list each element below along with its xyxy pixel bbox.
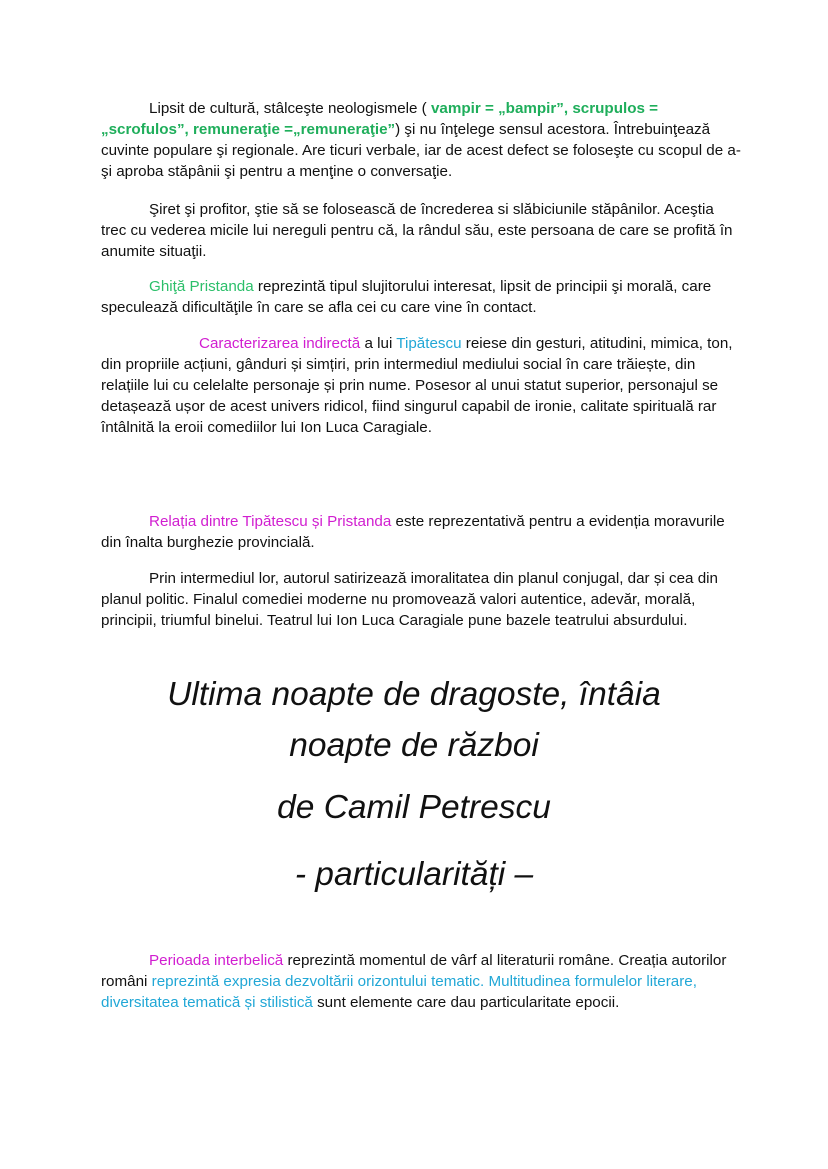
text-run: ) şi nu înţelege sensul acestora. Întrebuinţează cuvinte populare şi regionale. Are ticuri verbale, iar de acest defect se foloseşte cu scopul de a-şi aproba stăpânii şi pentru a menţine o conversaţie. [101, 121, 741, 180]
paragraph-pristanda-cunning [101, 199, 741, 262]
text-run: reiese din gesturi, atitudini, mimica, ton, din propriile acțiuni, gânduri și simțiri, prin intermediul mediului social în care trăiește, din relațiile lui cu celelalte personaje și prin nume. Posesor al unui statut superior, personajul se detașează ușor de acest univers ridicol, fiind singurul capabil de ironie, calitate spirituală rar întâlnită la eroii comediilor lui Ion Luca Caragiale. [101, 335, 733, 436]
text-run: reprezintă momentul de vârf al literaturii române. Creația autorilor români [101, 952, 727, 990]
paragraph-tipatescu-characterization [101, 333, 741, 438]
text-run: Prin intermediul lor, autorul satirizează imoralitatea din planul conjugal, dar și cea din planul politic. Finalul comediei moderne nu promovează valori autentice, adevăr, morală, principii, triumful binelui. Teatrul lui Ion Luca Caragiale pune bazele teatrului absurdului. [101, 570, 718, 629]
paragraph-pristanda-type [101, 276, 741, 318]
highlight-ghita-pristanda: Ghiţă Pristanda [149, 278, 254, 295]
section-title-line-1: Ultima noapte de dragoste, întâia [167, 676, 661, 713]
highlight-neologisms: vampir = „bampir”, scrupulos = „scrofulos”, remuneraţie =„remuneraţie” [101, 100, 659, 138]
section-title-author: de Camil Petrescu [277, 789, 551, 826]
paragraph-satire [101, 568, 741, 631]
highlight-caracterizarea-indirecta: Caracterizarea indirectă [199, 335, 361, 352]
highlight-relatia: Relația dintre Tipătescu și Pristanda [149, 513, 392, 530]
paragraph-pristanda-language [101, 98, 741, 182]
highlight-perioada-interbelica: Perioada interbelică [149, 952, 284, 969]
text-run: Şiret şi profitor, ştie să se folosească de încrederea si slăbiciunile stăpânilor. Aceştia trec cu vederea micile lui nereguli pentru că, la rândul său, este persoana de care se profită în anumite situaţii. [101, 201, 733, 260]
text-run: este reprezentativă pentru a evidenția moravurile din înalta burghezie provincială. [101, 513, 725, 551]
text-run: sunt elemente care dau particularitate epocii. [312, 994, 620, 1011]
text-run: Lipsit de cultură, stâlceşte neologismele ( [149, 100, 431, 117]
section-title-subtitle: - particularități – [294, 856, 534, 893]
section-title-line-2: noapte de război [289, 727, 539, 764]
highlight-tipatescu: Tipătescu [396, 335, 462, 352]
paragraph-relationship [101, 511, 741, 553]
highlight-thematic-expression: reprezintă expresia dezvoltării orizontului tematic. Multitudinea formulelor literare, diversitatea tematică și stilistică [101, 973, 697, 1011]
text-run: a lui [360, 335, 397, 352]
paragraph-interwar-period [101, 950, 741, 1013]
text-run: reprezintă tipul slujitorului interesat, lipsit de principii şi morală, care speculează dificultăţile în care se afla cei cu care vine în contact. [101, 278, 712, 316]
